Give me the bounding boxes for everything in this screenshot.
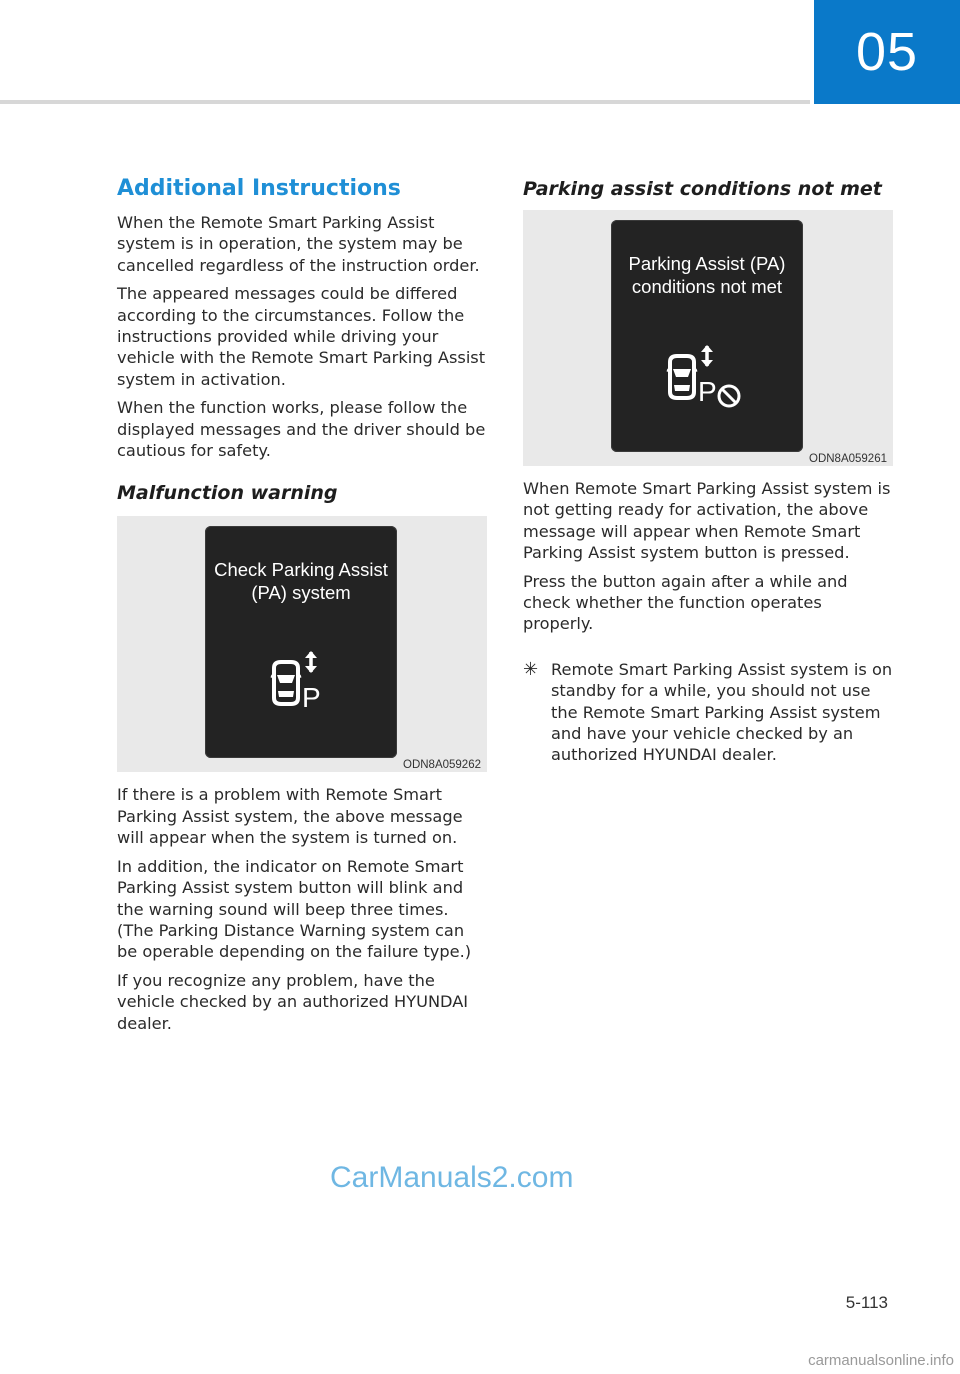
malfunction-paragraph: If you recognize any problem, have the vehicle checked by an authorized HYUNDAI dealer. <box>117 970 469 1033</box>
svg-text:P: P <box>698 376 717 407</box>
subsection-title-malfunction-warning: Malfunction warning <box>117 482 338 505</box>
svg-text:P: P <box>302 682 321 714</box>
cluster-display <box>611 220 803 452</box>
page-number: 5-113 <box>845 1293 888 1312</box>
conditions-figure <box>523 210 893 466</box>
subsection-title-conditions-not-met: Parking assist conditions not met <box>523 178 882 200</box>
header-rule <box>0 100 810 104</box>
malfunction-paragraph: In addition, the indicator on Remote Smart Parking Assist system button will blink and the warning sound will beep three times. (The Parking Distance Warning system can be operable depending on the failure type.) <box>117 856 472 962</box>
asterisk-icon: ✳ <box>523 658 539 680</box>
intro-paragraph: When the Remote Smart Parking Assist system is in operation, the system may be cancelled regardless of the instruction order. <box>117 213 480 275</box>
malfunction-paragraph: If there is a problem with Remote Smart Parking Assist system, the above message will appear when the system is turned on. <box>117 785 463 848</box>
note <box>523 659 895 766</box>
display-message: Check Parking Assist (PA) system <box>214 559 388 604</box>
left-column <box>117 174 489 1041</box>
conditions-paragraph: Press the button again after a while and check whether the function operates properly. <box>523 571 848 634</box>
note-text: Remote Smart Parking Assist system is on standby for a while, you should not use the Remote Smart Parking Assist system and have your vehicle checked by an authorized HYUNDAI dealer. <box>551 659 893 765</box>
malfunction-figure <box>117 516 487 772</box>
car-parking-icon <box>205 648 397 718</box>
figure-code: ODN8A059262 <box>403 759 481 772</box>
conditions-paragraph: When Remote Smart Parking Assist system is not getting ready for activation, the above message will appear when Remote Smart Parking Assist system button is pressed. <box>523 479 891 563</box>
display-message: Parking Assist (PA) conditions not met <box>628 253 786 297</box>
chapter-tab: 05 <box>814 0 960 104</box>
footer-site-link[interactable]: carmanualsonline.info <box>808 1352 954 1369</box>
intro-paragraph: The appeared messages could be differed according to the circumstances. Follow the instructions provided while driving your vehicle with the Remote Smart Parking Assist system in activation. <box>117 284 486 389</box>
car-parking-prohibited-icon <box>611 342 803 412</box>
figure-code: ODN8A059261 <box>809 453 887 465</box>
right-column <box>523 174 895 766</box>
watermark: CarManuals2.com <box>330 1161 574 1194</box>
section-title-additional-instructions: Additional Instructions <box>117 176 401 201</box>
cluster-display <box>205 526 397 758</box>
intro-paragraph: When the function works, please follow the displayed messages and the driver should be cautious for safety. <box>117 398 486 461</box>
